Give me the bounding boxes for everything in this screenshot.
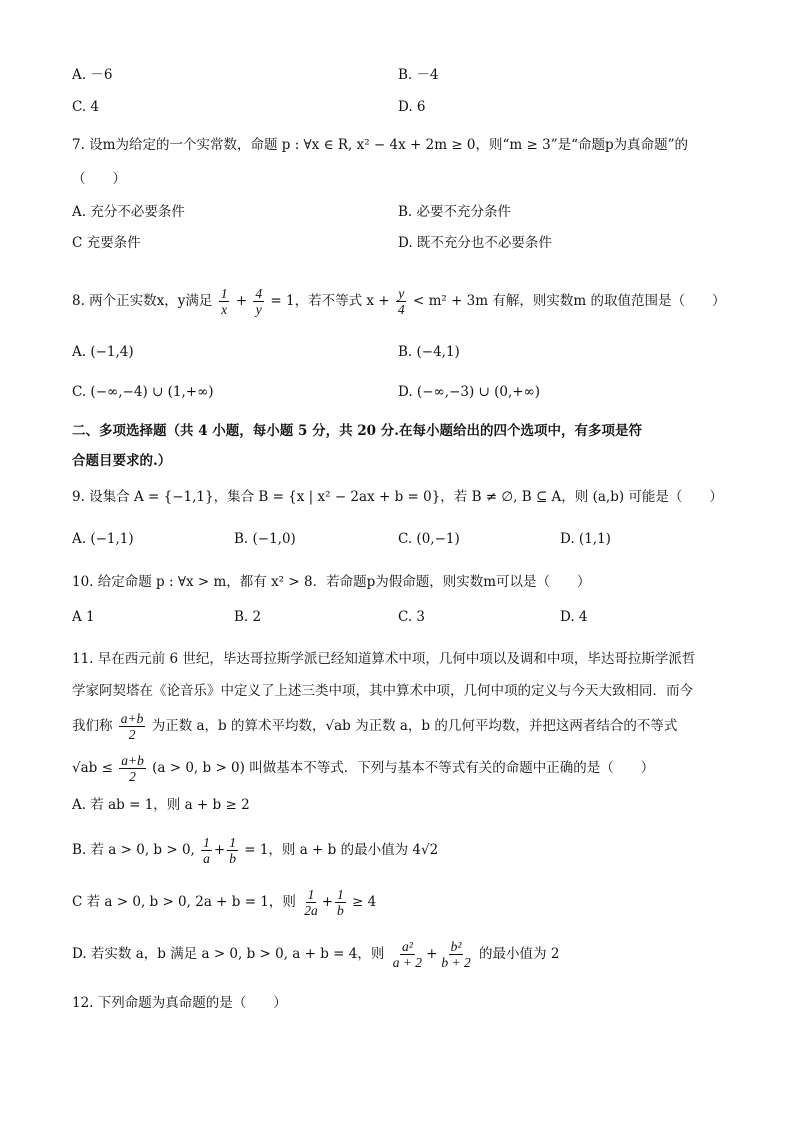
q11-line3-frac-den: 2 <box>128 727 136 742</box>
q11-optb-fraction-2 <box>227 835 238 866</box>
q10-stem: 10. 给定命题 p : ∀x > m，都有 x² > 8．若命题p为假命题，则实数m可以是（ ） <box>72 574 591 590</box>
q8-frac2-den: y <box>255 302 262 317</box>
q9-option-a: A. (−1,1) <box>72 531 134 547</box>
q11-line3-pre: 我们称 <box>72 718 113 734</box>
q11-line4-pre: √ab ≤ <box>72 760 113 776</box>
q11-line3-fraction <box>119 711 146 742</box>
q11-optc-f1-num: 1 <box>307 887 315 902</box>
q7-option-b: B. 必要不充分条件 <box>398 204 512 220</box>
q11-line3-frac-num: a+b <box>120 711 144 726</box>
q8-stem-mid: = 1，若不等式 x + <box>270 293 390 309</box>
q7-option-d: D. 既不充分也不必要条件 <box>398 235 552 251</box>
q9-option-b: B. (−1,0) <box>234 531 296 547</box>
q8-option-c: C. (−∞,−4) ∪ (1,+∞) <box>72 384 214 400</box>
q10-option-b: B. 2 <box>234 609 262 625</box>
q11-optc-pre: C 若 a > 0, b > 0, 2a + b = 1，则 <box>72 894 296 910</box>
q8-frac3-den: 4 <box>397 302 405 317</box>
q8-option-b: B. (−4,1) <box>398 344 460 360</box>
q11-optc-f2-den: b <box>337 903 344 918</box>
q8-option-d: D. (−∞,−3) ∪ (0,+∞) <box>398 384 541 400</box>
q11-option-c: C 若 a > 0, b > 0, 2a + b = 1，则 $\frac{1}{2a}$ + $\frac{1}{b}$ ≥ 4 <box>72 887 377 918</box>
q11-optc-f1-den: 2a <box>304 903 318 918</box>
q11-optb-post: = 1，则 a + b 的最小值为 4√2 <box>244 842 439 858</box>
q11-optb-f1-num: 1 <box>203 835 210 850</box>
q11-optd-fraction-2 <box>439 939 472 970</box>
q10-option-c: C. 3 <box>398 609 426 625</box>
q10-option-a: A 1 <box>72 609 95 625</box>
q11-stem-line3 <box>72 708 677 744</box>
q8-stem-pre: 8. 两个正实数x，y满足 <box>72 293 213 309</box>
q7-option-a: A. 充分不必要条件 <box>72 204 185 220</box>
q11-optb-pre: B. 若 a > 0, b > 0, <box>72 842 195 858</box>
q11-optd-f1-num: a² <box>401 939 413 954</box>
q8-stem <box>72 283 725 319</box>
q8-fraction-3 <box>396 286 407 317</box>
q8-frac2-num: 4 <box>255 286 263 301</box>
q8-fraction-1 <box>219 286 230 317</box>
q8-frac1-num: 1 <box>220 286 228 301</box>
q11-optd-fraction-1 <box>391 939 424 970</box>
q11-line3-post: 为正数 a，b 的算术平均数，√ab 为正数 a，b 的几何平均数，并把这两者结合的不等式 <box>151 718 678 734</box>
q7-answer-paren: （ ） <box>72 171 126 187</box>
q11-optc-post: ≥ 4 <box>352 894 377 910</box>
q7-option-c: C 充要条件 <box>72 235 141 251</box>
q8-frac1-den: x <box>221 302 228 317</box>
q11-optb-f1-den: a <box>203 851 210 866</box>
section-heading-multi-choice-cont: 合题目要求的.） <box>72 453 172 469</box>
q11-optd-f1-den: a + 2 <box>392 955 423 970</box>
q11-optb-f2-den: b <box>229 851 236 866</box>
q11-line4-post: (a > 0, b > 0) 叫做基本不等式．下列与基本不等式有关的命题中正确的是（ ） <box>152 760 655 776</box>
q9-stem: 9. 设集合 A = {−1,1}，集合 B = {x | x² − 2ax + b = 0}，若 B ≠ ∅, B ⊆ A，则 (a,b) 可能是（ ） <box>72 489 723 505</box>
q6-option-d: D. 6 <box>398 99 426 115</box>
q6-option-a: A. －6 <box>72 67 113 83</box>
q11-optd-f2-num: b² <box>450 939 462 954</box>
q8-plus: + <box>235 293 248 309</box>
q6-option-b: B. －4 <box>398 67 439 83</box>
q12-stem: 12. 下列命题为真命题的是（ ） <box>72 995 287 1011</box>
q11-option-a: A. 若 ab = 1，则 a + b ≥ 2 <box>72 797 250 813</box>
q8-option-a: A. (−1,4) <box>72 344 134 360</box>
q11-optb-f2-num: 1 <box>229 835 236 850</box>
q7-stem: 7. 设m为给定的一个实常数，命题 p : ∀x ∈ R, x² − 4x + 2m ≥ 0，则“m ≥ 3”是“命题p为真命题”的 <box>72 137 689 153</box>
q9-option-c: C. (0,−1) <box>398 531 460 547</box>
q11-optc-fraction-1 <box>302 887 320 918</box>
q6-option-c: C. 4 <box>72 99 100 115</box>
q11-line4-fraction <box>119 753 146 784</box>
q8-frac3-num: y <box>398 286 405 301</box>
section-heading-multi-choice: 二、多项选择题（共 4 小题，每小题 5 分，共 20 分.在每小题给出的四个选项中，有多项是符 <box>72 423 642 439</box>
q10-option-d: D. 4 <box>560 609 588 625</box>
q11-stem-line1: 11. 早在西元前 6 世纪，毕达哥拉斯学派已经知道算术中项，几何中项以及调和中项，毕达哥拉斯学派哲 <box>72 651 696 667</box>
q11-optc-fraction-2 <box>335 887 346 918</box>
q11-line4-frac-num: a+b <box>121 753 144 768</box>
q11-optd-pre: D. 若实数 a，b 满足 a > 0, b > 0, a + b = 4，则 <box>72 946 385 962</box>
q8-stem-post: < m² + 3m 有解，则实数m 的取值范围是（ ） <box>412 293 726 309</box>
q11-optc-f2-num: 1 <box>337 887 344 902</box>
q11-stem-line2: 学家阿契塔在《论音乐》中定义了上述三类中项，其中算术中项，几何中项的定义与今天大致相同．而今 <box>72 683 693 699</box>
q11-optd-f2-den: b + 2 <box>441 955 471 970</box>
q11-stem-line4 <box>72 750 654 786</box>
q9-option-d: D. (1,1) <box>560 531 611 547</box>
q11-option-d: D. 若实数 a，b 满足 a > 0, b > 0, a + b = 4，则 $\frac{\text{a²}}{a + 2}$ + $\frac{\text{b²}}{b + 2}$ 的最小值为 2 <box>72 939 560 970</box>
q11-option-b: B. 若 a > 0, b > 0, $\frac{1}{a}$ + $\frac{1}{b}$ = 1，则 a + b 的最小值为 4√2 <box>72 835 439 866</box>
q8-fraction-2 <box>253 286 264 317</box>
q11-optb-fraction-1 <box>201 835 212 866</box>
q11-line4-frac-den: 2 <box>129 769 136 784</box>
q11-optd-post: 的最小值为 2 <box>479 946 560 962</box>
